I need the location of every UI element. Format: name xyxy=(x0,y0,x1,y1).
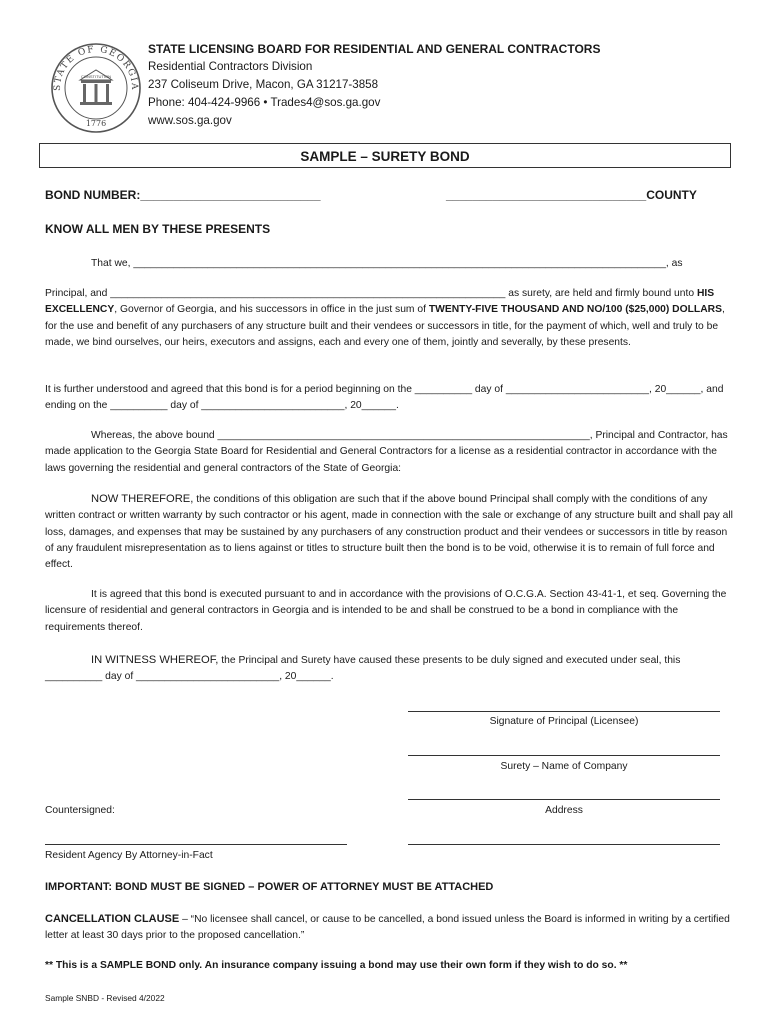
svg-text:STATE OF GEORGIA: STATE OF GEORGIA xyxy=(52,44,140,92)
agency-phone: Phone: 404-424-9966 • Trades4@sos.ga.gov xyxy=(148,96,381,109)
board-name: STATE LICENSING BOARD FOR RESIDENTIAL AND GENERAL CONTRACTORS xyxy=(148,42,601,56)
county-field[interactable]: ______________________________COUNTY xyxy=(446,188,697,202)
principal-signature-line[interactable] xyxy=(408,711,720,712)
cancellation-text: – “No licensee shall cancel, or cause to be cancelled, a bond issued unless the Board is informed in writing by a certified letter at least 30 days prior to the proposed cancellation.” xyxy=(45,914,730,942)
principal-paragraph xyxy=(45,286,735,351)
now-therefore-lead: NOW THEREFORE, xyxy=(91,493,194,505)
agency-header xyxy=(148,40,600,130)
georgia-state-seal-icon xyxy=(50,42,142,134)
bond-number-field[interactable]: BOND NUMBER:___________________________ xyxy=(45,188,321,202)
principal-text-start: Principal, and _____________________________________________________________________ as surety, are held and firmly bound unto xyxy=(45,288,697,299)
now-therefore-text: the conditions of this obligation are such that if the above bound Principal shall comply with the conditions of any written contract or written warranty by such contractor or his agent, made in connection with the sale or exchange of any structure built and shall pay all loss, damages, and expenses that may be sustained by any purchasers of any construction product and their vendees or successors in title by reason of any fraudulent misrepresentation as to liens against or titles to structure built then the bond is to be void, otherwise it is to remain of full force and effect. xyxy=(45,494,733,571)
cancellation-clause xyxy=(45,911,735,945)
now-therefore-paragraph xyxy=(45,491,735,573)
extra-signature-line[interactable] xyxy=(408,844,720,845)
form-revision-footer: Sample SNBD - Revised 4/2022 xyxy=(45,993,165,1003)
surety-name-line[interactable] xyxy=(408,755,720,756)
division-name: Residential Contractors Division xyxy=(148,60,313,73)
know-all-heading: KNOW ALL MEN BY THESE PRESENTS xyxy=(45,222,271,236)
document-title: SAMPLE – SURETY BOND xyxy=(39,143,731,168)
resident-agency-line[interactable] xyxy=(45,844,347,845)
his-excellency: HIS EXCELLENCY xyxy=(45,288,715,316)
address-label: Address xyxy=(545,805,583,816)
surety-name-label: Surety – Name of Company xyxy=(500,761,628,772)
sample-bond-note: ** This is a SAMPLE BOND only. An insurance company issuing a bond may use their own form if they wish to do so. ** xyxy=(45,960,628,971)
agency-address: 237 Coliseum Drive, Macon, GA 31217-3858 xyxy=(148,78,379,91)
countersigned-label: Countersigned: xyxy=(45,805,115,816)
witness-paragraph xyxy=(45,652,735,686)
whereas-paragraph: Whereas, the above bound _________________________________________________________________, Principal and Contractor, has made application to the Georgia State Board for Residential and General Contractors for a license as a residential contractor in accordance with the laws governing the residential and general contractors of the State of Georgia: xyxy=(45,430,728,474)
witness-text: the Principal and Surety have caused these presents to be duly signed and executed under seal, this __________ day of _________________________, 20______. xyxy=(45,655,681,683)
principal-signature-label: Signature of Principal (Licensee) xyxy=(489,716,639,727)
address-line[interactable] xyxy=(408,799,720,800)
important-notice: IMPORTANT: BOND MUST BE SIGNED – POWER OF ATTORNEY MUST BE ATTACHED xyxy=(45,881,494,893)
svg-text:1776: 1776 xyxy=(85,119,107,128)
period-paragraph: It is further understood and agreed that this bond is for a period beginning on the __________ day of _________________________, 20______, and ending on the __________ day of _________________________, 20______. xyxy=(45,384,724,412)
that-we-line[interactable]: That we, _____________________________________________________________________________________________, as xyxy=(91,258,683,269)
resident-agency-label: Resident Agency By Attorney-in-Fact xyxy=(45,850,213,861)
svg-text:CONSTITUTION: CONSTITUTION xyxy=(81,74,111,79)
agreed-paragraph: It is agreed that this bond is executed pursuant to and in accordance with the provisions of O.C.G.A. Section 43-41-1, et seq. Governing the licensure of residential and general contractors in Georgia and is intended to be and shall be construed to be a bond in compliance with the requirements thereof. xyxy=(45,589,727,633)
agency-website: www.sos.ga.gov xyxy=(148,114,232,127)
bond-amount: TWENTY-FIVE THOUSAND AND NO/100 ($25,000) DOLLARS xyxy=(428,304,722,316)
principal-text-end: , for the use and benefit of any purchasers of any structure built and their vendees or successors in title, for the payment of which, well and truly to be made, we bind ourselves, our heirs, executors and assigns, each and every one of them, jointly and severally, by these presents. xyxy=(45,304,725,348)
cancellation-label: CANCELLATION CLAUSE xyxy=(45,913,180,925)
principal-text-mid: , Governor of Georgia, and his successors in office in the just sum of xyxy=(114,304,429,316)
witness-lead: IN WITNESS WHEREOF, xyxy=(91,654,219,666)
